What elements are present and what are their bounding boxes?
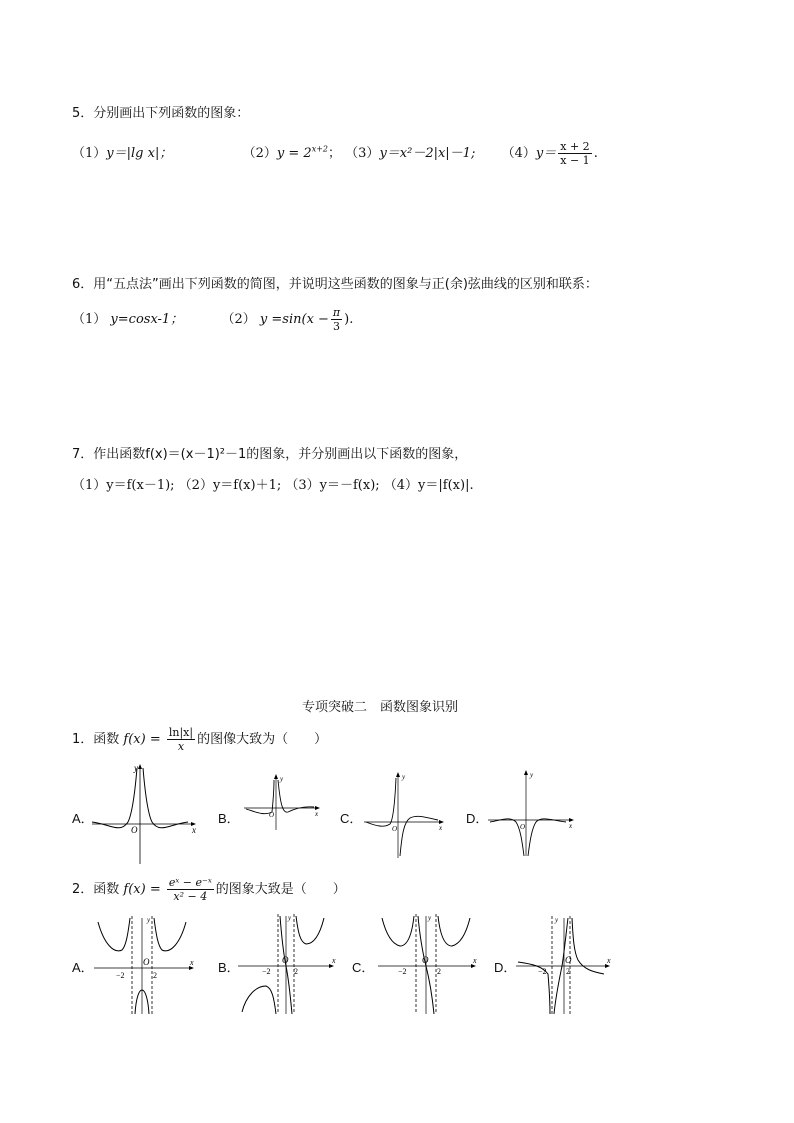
curve-right <box>154 918 186 951</box>
tick-2: 2 <box>153 971 157 980</box>
q5-part4-y: y＝ <box>535 146 557 161</box>
s1-numerator: ln|x| <box>168 726 194 739</box>
curve-left <box>490 819 524 856</box>
q6-part2-label: （2） <box>221 312 256 327</box>
s2-prefix: 2．函数 <box>72 882 120 897</box>
y-label: y <box>134 763 138 773</box>
q6-part2-denominator: 3 <box>333 320 341 333</box>
q7-parts: （1）y＝f(x－1); （2）y＝f(x)＋1; （3）y＝－f(x); （4）y＝|f(x)|. <box>72 478 474 493</box>
q5-part3-formula: y＝x²－2|x|－1; <box>379 146 476 161</box>
q6-part2-formula: y =sin(x − <box>259 312 329 327</box>
s1-suffix: 的图像大致为（ ） <box>197 732 328 747</box>
origin-label: O <box>565 955 572 965</box>
q5-part2-exponent: x+2 <box>311 144 328 154</box>
s2-graph-b[interactable] <box>236 912 342 1016</box>
s1-option-d[interactable]: D． <box>466 811 489 826</box>
y-label: y <box>147 916 151 924</box>
section-title: 专项突破二 函数图象识别 <box>302 700 459 715</box>
s1-graph-c[interactable] <box>362 770 448 860</box>
y-label: y <box>402 773 406 781</box>
s2-option-d[interactable]: D． <box>494 960 517 975</box>
origin-label: O <box>520 823 526 831</box>
x-label: x <box>332 956 336 965</box>
s2-option-b[interactable]: B． <box>218 960 240 975</box>
origin-label: O <box>392 825 398 833</box>
tick-2: 2 <box>294 967 298 976</box>
q5-part3-label: （3） <box>345 146 380 161</box>
s2-option-c[interactable]: C． <box>352 960 375 975</box>
q5-part4-numerator: x + 2 <box>560 140 590 153</box>
y-axis-arrow-icon <box>396 772 400 777</box>
q5-part4-label: （4） <box>501 146 536 161</box>
q5-part1-formula: y＝|lg x|； <box>106 146 173 161</box>
s2-fraction <box>167 876 214 903</box>
s2-option-a[interactable]: A． <box>72 960 94 975</box>
q6-part1-formula: y=cosx-1； <box>110 312 184 327</box>
x-label: x <box>315 810 319 818</box>
q5-parts <box>72 140 598 167</box>
origin-label: O <box>422 955 429 965</box>
s1-prefix: 1．函数 <box>72 732 120 747</box>
curve-right <box>528 819 566 856</box>
tick-neg2: −2 <box>398 967 407 976</box>
s1-option-c[interactable]: C． <box>340 811 363 826</box>
curve-right <box>572 918 604 974</box>
s1-denominator: x <box>177 740 185 753</box>
s1-option-b[interactable]: B． <box>218 811 240 826</box>
y-axis-arrow-icon <box>138 764 142 769</box>
q7-title: 7．作出函数f(x)＝(x－1)²－1的图象，并分别画出以下函数的图象， <box>72 447 468 462</box>
s1-option-a[interactable]: A． <box>72 811 94 826</box>
q6-parts <box>72 306 353 333</box>
q6-part2-end: ). <box>344 312 354 327</box>
tick-neg2: −2 <box>116 971 125 980</box>
q5-part1-label: （1） <box>72 146 107 161</box>
q5-part4-end: . <box>593 146 598 161</box>
x-label: x <box>190 958 194 967</box>
x-label: x <box>439 824 443 832</box>
s1-graph-d[interactable] <box>486 768 578 860</box>
tick-2: 2 <box>566 967 570 976</box>
s2-graph-a[interactable] <box>92 914 202 1016</box>
curve-right <box>296 916 324 944</box>
curve-left <box>246 780 274 814</box>
q5-title: 5．分别画出下列函数的图象： <box>72 106 250 121</box>
x-label: x <box>473 956 477 965</box>
s2-numerator: eˣ − e⁻ˣ <box>168 876 212 889</box>
origin-label: O <box>143 957 150 967</box>
origin-label: O <box>282 955 289 965</box>
curve-left <box>366 778 396 826</box>
origin-label: O <box>269 811 275 819</box>
origin-label: O <box>131 825 138 835</box>
y-label: y <box>280 775 284 783</box>
s1-stem <box>72 726 327 753</box>
q6-part2-fraction <box>331 306 342 333</box>
y-label: y <box>428 914 432 922</box>
curve-left <box>98 918 130 951</box>
q5-part2-label: （2） <box>242 146 277 161</box>
y-axis-arrow-icon <box>274 774 278 779</box>
curve-left <box>242 986 276 1014</box>
s2-stem <box>72 876 346 903</box>
q6-title: 6．用“五点法”画出下列函数的简图，并说明这些函数的图象与正(余)弦曲线的区别和联系： <box>72 277 598 292</box>
curve-right <box>438 916 470 946</box>
curve-right <box>143 768 188 828</box>
q6-part1-label: （1） <box>72 312 107 327</box>
s2-denominator: x² − 4 <box>173 890 208 903</box>
x-label: x <box>607 956 611 965</box>
tick-neg2: −2 <box>538 967 547 976</box>
q5-part4-fraction <box>558 140 591 167</box>
s1-fraction <box>167 726 195 753</box>
tick-2: 2 <box>437 967 441 976</box>
s1-graph-a[interactable] <box>88 762 200 866</box>
tick-neg2: −2 <box>262 967 271 976</box>
q5-part2-end: ； <box>328 146 342 161</box>
s2-suffix: 的图象大致是（ ） <box>215 882 346 897</box>
s2-graph-c[interactable] <box>376 912 484 1016</box>
q5-part2-formula: y = 2 <box>276 146 312 161</box>
curve-left <box>92 768 137 828</box>
s2-fx: f(x) = <box>123 882 161 897</box>
q6-part2-numerator: π <box>332 306 341 319</box>
q5-part4-denominator: x − 1 <box>560 154 590 167</box>
s1-graph-b[interactable] <box>242 772 324 832</box>
y-label: y <box>288 914 292 922</box>
curve-right <box>278 780 314 812</box>
curve-left <box>382 916 414 946</box>
y-label: y <box>555 916 559 924</box>
s1-fx: f(x) = <box>123 732 161 747</box>
x-label: x <box>569 822 573 830</box>
y-axis-arrow-icon <box>524 770 528 775</box>
x-label: x <box>192 825 196 835</box>
y-label: y <box>530 771 534 779</box>
s2-graph-d[interactable] <box>514 914 618 1016</box>
